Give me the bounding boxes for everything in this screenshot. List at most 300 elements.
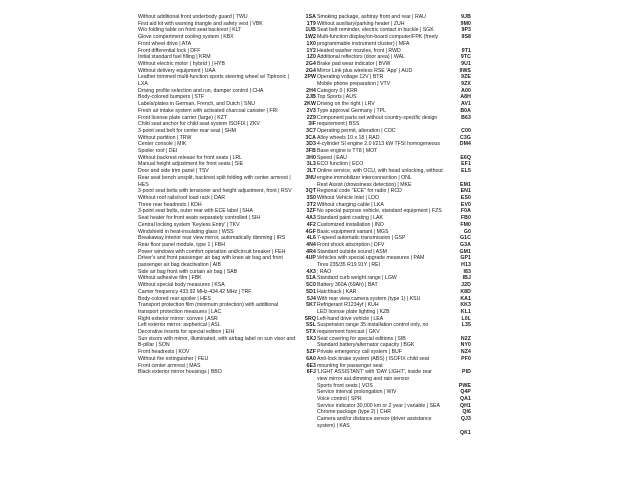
equipment-row [317, 262, 471, 269]
equipment-row [317, 74, 471, 81]
equipment-description: Anti-lock brake system (ABS) | ISOFIX child seat mounting for passenger seat [317, 355, 430, 369]
equipment-code: G1C [460, 235, 471, 242]
equipment-row [317, 430, 471, 437]
equipment-row [317, 302, 471, 309]
equipment-row [138, 188, 316, 195]
equipment-description: Body-colored bumpers | STF [138, 94, 205, 101]
equipment-code: 2Z9 [306, 114, 316, 121]
equipment-code: FM0 [460, 221, 471, 228]
equipment-code: 4L6 [306, 235, 316, 242]
equipment-code: 4F2 [306, 221, 316, 228]
equipment-code: KL1 [460, 308, 471, 315]
equipment-description: Front license plate carrier (large) | KZT [138, 114, 227, 121]
equipment-code: F0A [460, 208, 471, 215]
equipment-code: 3IF [308, 121, 316, 128]
equipment-code: 9ZX [461, 81, 471, 88]
equipment-code: 9S8 [461, 34, 471, 41]
equipment-description: Power windows with comfort operation and/circuit breaker | FEH [138, 248, 286, 255]
equipment-row [317, 383, 471, 390]
equipment-row [317, 275, 471, 282]
equipment-code: 3L3 [306, 161, 316, 168]
equipment-code: EN1 [460, 188, 471, 195]
equipment-description: Sports front seats | VOS [317, 382, 373, 389]
equipment-description: Without backrest release for front seats | LRL [138, 154, 242, 161]
equipment-code: AV1 [460, 101, 471, 108]
equipment-row [317, 349, 471, 356]
equipment-description: Without Vehicle Inlet | LDO [317, 194, 379, 201]
equipment-row [317, 409, 471, 416]
equipment-description: Refrigerant R1234yf | KUH [317, 302, 379, 309]
equipment-row [317, 54, 471, 61]
equipment-row [138, 161, 316, 168]
equipment-row [317, 188, 471, 195]
equipment-description: Front wheel drive | ATA [138, 40, 192, 47]
equipment-row [138, 155, 316, 162]
equipment-row [138, 14, 316, 21]
equipment-description: Fresh air intake system with activated charcoal canister | FRI [138, 107, 278, 114]
equipment-description: Basic equipment variant | MGS [317, 228, 389, 235]
equipment-description: Top Sports | AUS [317, 94, 357, 101]
equipment-code: EV0 [460, 201, 471, 208]
equipment-code: GP1 [460, 255, 471, 262]
equipment-description: 3-point seat belts, outer rear with ECE label | SHA [138, 208, 253, 215]
equipment-code: 1T9 [306, 20, 316, 27]
equipment-description: Online service, with OCU, with head unlocking, without engine immobilizer interconnection | ONL [317, 168, 443, 181]
equipment-code: 2PW [304, 74, 316, 81]
equipment-row [138, 115, 316, 122]
equipment-code: QJ3 [460, 416, 471, 423]
equipment-code: 2V3 [306, 107, 316, 114]
equipment-description: Front shock absorption | DFV [317, 241, 385, 248]
equipment-code: L0L [461, 315, 471, 322]
equipment-row [317, 108, 471, 115]
equipment-code: 9T1 [461, 47, 471, 54]
equipment-row [317, 396, 471, 403]
equipment-description: Additional reflectors (door area) | WAL [317, 54, 405, 61]
equipment-description: Labels/plates in German, French, and Dutch | SNU [138, 101, 255, 108]
equipment-description: Voice control | SPR [317, 396, 362, 403]
equipment-description: Front center armrest | MAS [138, 362, 201, 369]
equipment-description: Type approval Germany | TPL [317, 107, 387, 114]
equipment-code: 5J4 [307, 295, 316, 302]
equipment-description: ; RAO [317, 268, 332, 275]
equipment-code: 4N4 [306, 241, 316, 248]
equipment-code: 6E3 [306, 362, 316, 369]
equipment-row [317, 155, 471, 162]
equipment-description: 3-point seat belt for center rear seat | SHM [138, 127, 236, 134]
equipment-description: Chrome package (type 2) | CHR [317, 409, 392, 416]
equipment-row [317, 416, 471, 429]
equipment-description: Rear seat bench unsplit, backrest split folding with center armrest | HES [138, 174, 291, 188]
equipment-row [138, 329, 316, 336]
equipment-list-left [138, 14, 316, 376]
equipment-code: Q4P [460, 389, 471, 396]
equipment-description: Carrier frequency 433.92 MHz-434.42 MHz | TRF [138, 288, 252, 295]
equipment-description: Rest Assist (drowsiness detection) | MKE [317, 181, 412, 188]
equipment-code: QA1 [460, 396, 471, 403]
equipment-description: Front differential lock | DFF [138, 47, 201, 54]
equipment-code: C3G [460, 134, 471, 141]
equipment-row [138, 215, 316, 222]
equipment-description: Suspension range 35 installation control only, no requirement forecast | GKV [317, 322, 429, 336]
equipment-row [317, 269, 471, 276]
equipment-row [317, 101, 471, 108]
equipment-row [138, 94, 316, 101]
equipment-code: B0A [460, 107, 471, 114]
equipment-row [317, 202, 471, 209]
equipment-code: 6A0 [306, 355, 316, 362]
equipment-code: 4GF [305, 228, 316, 235]
equipment-description: Customized installation | INO [317, 221, 384, 228]
equipment-description: Standard outside sound | ASM [317, 248, 387, 255]
equipment-code: B63 [461, 114, 471, 121]
equipment-description: Operating voltage 12V | BTR [317, 74, 384, 81]
equipment-row [317, 316, 471, 323]
equipment-description: Breakaway interior rear view mirror, automatically dimming | IRS [138, 235, 286, 242]
equipment-row [317, 34, 471, 47]
equipment-code: 3D3 [306, 141, 316, 148]
equipment-description: Decorative inserts for special edition | EIH [138, 329, 235, 336]
equipment-row [138, 296, 316, 303]
equipment-code: 9WS [459, 67, 471, 74]
equipment-description: Component parts set without country-specific design requirement | BSS [317, 114, 438, 128]
equipment-list-right [317, 14, 471, 436]
equipment-code: 2KW [304, 101, 316, 108]
equipment-row [317, 135, 471, 142]
equipment-code: A00 [461, 87, 471, 94]
equipment-row [138, 175, 316, 188]
equipment-row [138, 21, 316, 28]
equipment-code: PID [462, 369, 471, 376]
equipment-description: Seat belt reminder, electric contact in buckle | SGK [317, 27, 434, 34]
equipment-row [317, 182, 471, 189]
equipment-row [317, 21, 471, 28]
equipment-code: 3FB [305, 148, 316, 155]
equipment-code: EM1 [460, 181, 471, 188]
equipment-row [138, 369, 316, 376]
equipment-description: Mirror Link plus wireless RSE 'App' | AUD [317, 67, 413, 74]
equipment-row [138, 195, 316, 202]
equipment-row [317, 115, 471, 128]
equipment-row [317, 61, 471, 68]
equipment-description: Front headrests | KOV [138, 349, 190, 356]
equipment-code: I83 [463, 268, 471, 275]
equipment-code: FB0 [460, 215, 471, 222]
equipment-code: G0 [463, 228, 471, 235]
equipment-description: Child seat anchor for child seat system ISOFIX | ZKV [138, 121, 260, 128]
equipment-description: Driver's and front passenger air bag with knee air bag and front passenger air bag deactivation | AIB [138, 255, 283, 269]
equipment-description: Sun visors with mirror, illuminated, with airbag label on sun visor and B-pillar | SON [138, 335, 296, 349]
equipment-row [317, 27, 471, 34]
equipment-row [317, 222, 471, 229]
equipment-description: Body-colored rear spoiler | HES [138, 295, 211, 302]
equipment-row [138, 356, 316, 363]
equipment-row [317, 229, 471, 236]
equipment-code: 3T2 [306, 201, 316, 208]
equipment-row [317, 88, 471, 95]
equipment-row [138, 222, 316, 229]
equipment-code: ES0 [460, 194, 471, 201]
equipment-description: Vehicles with special upgrade measures | PAM [317, 255, 425, 262]
equipment-row [138, 282, 316, 289]
equipment-row [317, 81, 471, 88]
equipment-code: 3ZF [306, 208, 316, 215]
equipment-row [138, 68, 316, 75]
equipment-description: Seat heater for front seats separately controlled | SIH [138, 215, 261, 222]
equipment-row [138, 316, 316, 323]
equipment-description: Initial standard fuel filling | KRM [138, 54, 211, 61]
equipment-row [138, 275, 316, 282]
equipment-row [317, 309, 471, 316]
equipment-row [138, 61, 316, 68]
equipment-code: IBJ [462, 275, 471, 282]
equipment-row [317, 255, 471, 262]
equipment-description: Hatchback | KAR [317, 288, 357, 295]
equipment-description: Without fire extinguisher | FEU [138, 355, 209, 362]
equipment-code: GM1 [459, 248, 471, 255]
equipment-row [317, 94, 471, 101]
equipment-code: 9M0 [460, 20, 471, 27]
equipment-row [317, 282, 471, 289]
equipment-row [138, 41, 316, 48]
equipment-description: With rear view camera system (type 1) | KSU [317, 295, 421, 302]
equipment-code: 4R4 [306, 248, 316, 255]
equipment-code: PF0 [461, 355, 471, 362]
equipment-description: Smoking package, ashtray front and rear | RAU [317, 14, 426, 20]
equipment-description: Spoiler roof | DEI [138, 148, 178, 155]
equipment-code: 1Y2 [306, 47, 316, 54]
equipment-row [138, 148, 316, 155]
equipment-description: Black exterior mirror housings | BBO [138, 369, 222, 376]
equipment-description: Side air bag front with curtain air bag | SAB [138, 268, 238, 275]
equipment-row [138, 229, 316, 236]
equipment-description: Without adhesive film | FBK [138, 275, 202, 282]
equipment-row [138, 101, 316, 108]
equipment-description: Tires 235/35 R19 91Y | REI [317, 262, 381, 269]
equipment-row [317, 249, 471, 256]
equipment-row [138, 48, 316, 55]
equipment-description: Leather trimmed multi-function sports steering wheel w/ Tiptronic | LXA [138, 74, 289, 88]
equipment-code: 1UB [305, 27, 316, 34]
equipment-code: QH1 [460, 402, 471, 409]
equipment-code: E6Q [460, 154, 471, 161]
equipment-description: LED license plate lighting | KZB [317, 308, 390, 315]
equipment-code: DM4 [459, 141, 471, 148]
equipment-description: Battery 360A (69Ah) | BAT [317, 282, 378, 289]
equipment-row [317, 403, 471, 410]
equipment-code: 5C0 [306, 282, 316, 289]
equipment-description: Right exterior mirror: convex | ASR [138, 315, 218, 322]
equipment-description: Standard paint coating | LAK [317, 215, 383, 222]
equipment-code: G3A [460, 241, 471, 248]
equipment-description: Glove compartment cooling system | KBX [138, 34, 234, 41]
equipment-code: 2G4 [305, 67, 316, 74]
equipment-code: 9U1 [461, 60, 471, 67]
equipment-row [317, 389, 471, 396]
equipment-code: 1SA [305, 14, 316, 20]
equipment-code: 9ZE [461, 74, 471, 81]
equipment-row [138, 322, 316, 329]
equipment-code: 2G4 [305, 60, 316, 67]
equipment-row [138, 108, 316, 115]
equipment-code: QK1 [460, 429, 471, 436]
equipment-row [317, 369, 471, 382]
equipment-description: Alloy wheels 10 x 18 | RAD [317, 134, 380, 141]
equipment-code: 4UP [305, 255, 316, 262]
equipment-code: 3S0 [306, 194, 316, 201]
equipment-description: Center console | MIK [138, 141, 187, 148]
equipment-code: 1W2 [305, 34, 316, 41]
equipment-code: 9TC [460, 54, 471, 61]
equipment-code: L35 [461, 322, 471, 329]
equipment-code: NY0 [460, 342, 471, 349]
equipment-row [138, 249, 316, 256]
equipment-row [317, 168, 471, 181]
equipment-row [138, 74, 316, 87]
equipment-row [138, 141, 316, 148]
equipment-code: 4A3 [306, 215, 316, 222]
equipment-description: Category 0 | KRR [317, 87, 358, 94]
equipment-description: 3-point seat belts with tensioner and height adjustment, front | RSV [138, 188, 292, 195]
equipment-row [138, 135, 316, 142]
equipment-row [138, 208, 316, 215]
equipment-row [317, 322, 471, 335]
equipment-description: W/o folding table on front seat backrest | KLT [138, 27, 242, 34]
equipment-row [138, 289, 316, 296]
equipment-description: 7-speed automatic transmission | GSP [317, 235, 406, 242]
equipment-code: 4X3 [306, 268, 316, 275]
equipment-code: PWE [458, 382, 471, 389]
equipment-row [317, 128, 471, 135]
equipment-description: Manual height adjustment for front seats | SIE [138, 161, 244, 168]
equipment-row [317, 296, 471, 303]
equipment-code: A8H [460, 94, 471, 101]
equipment-code: 1X0 [306, 40, 316, 47]
equipment-row [317, 342, 471, 349]
equipment-description: Without additional front underbody guard | TWU [138, 14, 248, 20]
equipment-row [317, 68, 471, 75]
equipment-code: K8D [460, 288, 471, 295]
equipment-description: Service indicator 30,000 km or 2 year | variable | SEA [317, 402, 440, 409]
equipment-description: Windshield in heat-insulating glass | WSS [138, 228, 234, 235]
equipment-code: 3C7 [306, 127, 316, 134]
equipment-description: 'LIGHT ASSISTANT' with 'DAY LIGHT', inside rear view mirror aut.dimming and rain sensor [317, 369, 432, 382]
equipment-code: 3CA [305, 134, 316, 141]
equipment-description: Without partition | TRW [138, 134, 192, 141]
equipment-description: Multi-function display/on-board computer/FPK (freely programmable instrument cluster) | MFA [317, 34, 439, 47]
equipment-code: 5RQ [305, 315, 316, 322]
equipment-code: 5XJ [306, 335, 316, 342]
equipment-row [138, 121, 316, 128]
equipment-code: H13 [461, 262, 471, 269]
equipment-row [317, 289, 471, 296]
equipment-code: 9P3 [461, 27, 471, 34]
equipment-description: Driving on the right | LRV [317, 101, 375, 108]
equipment-row [317, 215, 471, 222]
equipment-code: EF1 [461, 161, 471, 168]
equipment-description: Without auxiliary/parking heater | ZUH [317, 20, 405, 27]
equipment-code: 3NU [305, 174, 316, 181]
equipment-description: Without roof rails/roof load rack | DAR [138, 194, 225, 201]
equipment-code: 9JB [461, 14, 471, 20]
equipment-code: N2Z [460, 335, 471, 342]
equipment-description: Without electric motor ( hybrid ) | HYB [138, 60, 225, 67]
equipment-row [317, 161, 471, 168]
equipment-row [317, 141, 471, 154]
equipment-description: First aid kit with warning triangle and safety vest | VBK [138, 20, 263, 27]
equipment-description: Three rear headrests | KDH [138, 201, 202, 208]
equipment-description: Door and side trim panel | TSV [138, 168, 209, 175]
equipment-row [138, 202, 316, 209]
equipment-description: Service interval prolongation | WIV [317, 389, 397, 396]
equipment-row [138, 349, 316, 356]
equipment-code: KA1 [460, 295, 471, 302]
equipment-description: No special purpose vehicle, standard equipment | FZS [317, 208, 442, 215]
equipment-description: Driving profile selection and run, damper control | CHA [138, 87, 264, 94]
equipment-code: 5D1 [306, 288, 316, 295]
equipment-code: 3QT [305, 188, 316, 195]
equipment-description: Private emergency call system | BUF [317, 349, 402, 356]
equipment-row [317, 195, 471, 202]
equipment-code: 5ZF [306, 349, 316, 356]
equipment-code: 1Z0 [306, 54, 316, 61]
equipment-description: Seat covering for special editions | SIB [317, 335, 406, 342]
equipment-row [138, 255, 316, 268]
equipment-code: 51A [306, 275, 316, 282]
equipment-code: 3LT [306, 168, 316, 175]
equipment-code: QI6 [462, 409, 471, 416]
equipment-code: 3H0 [306, 154, 316, 161]
equipment-row [317, 48, 471, 55]
equipment-description: Regional code "ECE" for radio | RCD [317, 188, 402, 195]
equipment-row [138, 242, 316, 249]
equipment-row [138, 54, 316, 61]
equipment-row [138, 168, 316, 175]
equipment-row [138, 363, 316, 370]
equipment-description: ECO function | ECO [317, 161, 364, 168]
equipment-code: 5SL [306, 322, 316, 329]
equipment-description: Operating permit, alteration | COC [317, 127, 396, 134]
equipment-row [317, 14, 471, 21]
equipment-row [317, 208, 471, 215]
equipment-code: NZ4 [460, 349, 471, 356]
equipment-row [138, 269, 316, 276]
equipment-description: Mobile phone preparation | VTV [317, 81, 391, 88]
equipment-description: Camera and/or distance sensor (driver assistance system) | KAS [317, 416, 432, 429]
equipment-description: Speed | EAU [317, 154, 347, 161]
equipment-row [317, 242, 471, 249]
equipment-description: Left exterior mirror: aspherical | ASL [138, 322, 221, 329]
equipment-description: Without special body measures | KSA [138, 282, 225, 289]
equipment-description: Standard curb weight range | LGW [317, 275, 397, 282]
equipment-description: Without charging cable | LKA [317, 201, 384, 208]
equipment-description: Central locking system 'Keyless Entry' | TKV [138, 221, 240, 228]
equipment-row [317, 336, 471, 343]
equipment-description: Brake pad wear indicator | BVW [317, 60, 391, 67]
equipment-code: J2D [461, 282, 471, 289]
equipment-description: Without delivery equipment | UAA [138, 67, 216, 74]
equipment-code: 5K7 [306, 302, 316, 309]
equipment-row [317, 356, 471, 369]
equipment-description: Rear floor panel module, type 1 | FBH [138, 241, 225, 248]
equipment-code: KK3 [460, 302, 471, 309]
equipment-row [138, 302, 316, 315]
equipment-description: Heated washer nozzles, front | RWD [317, 47, 401, 54]
equipment-code: C00 [461, 127, 471, 134]
equipment-description: Standard battery/alternator capacity | BGK [317, 342, 415, 349]
equipment-code: 2JB [306, 94, 316, 101]
equipment-row [138, 88, 316, 95]
